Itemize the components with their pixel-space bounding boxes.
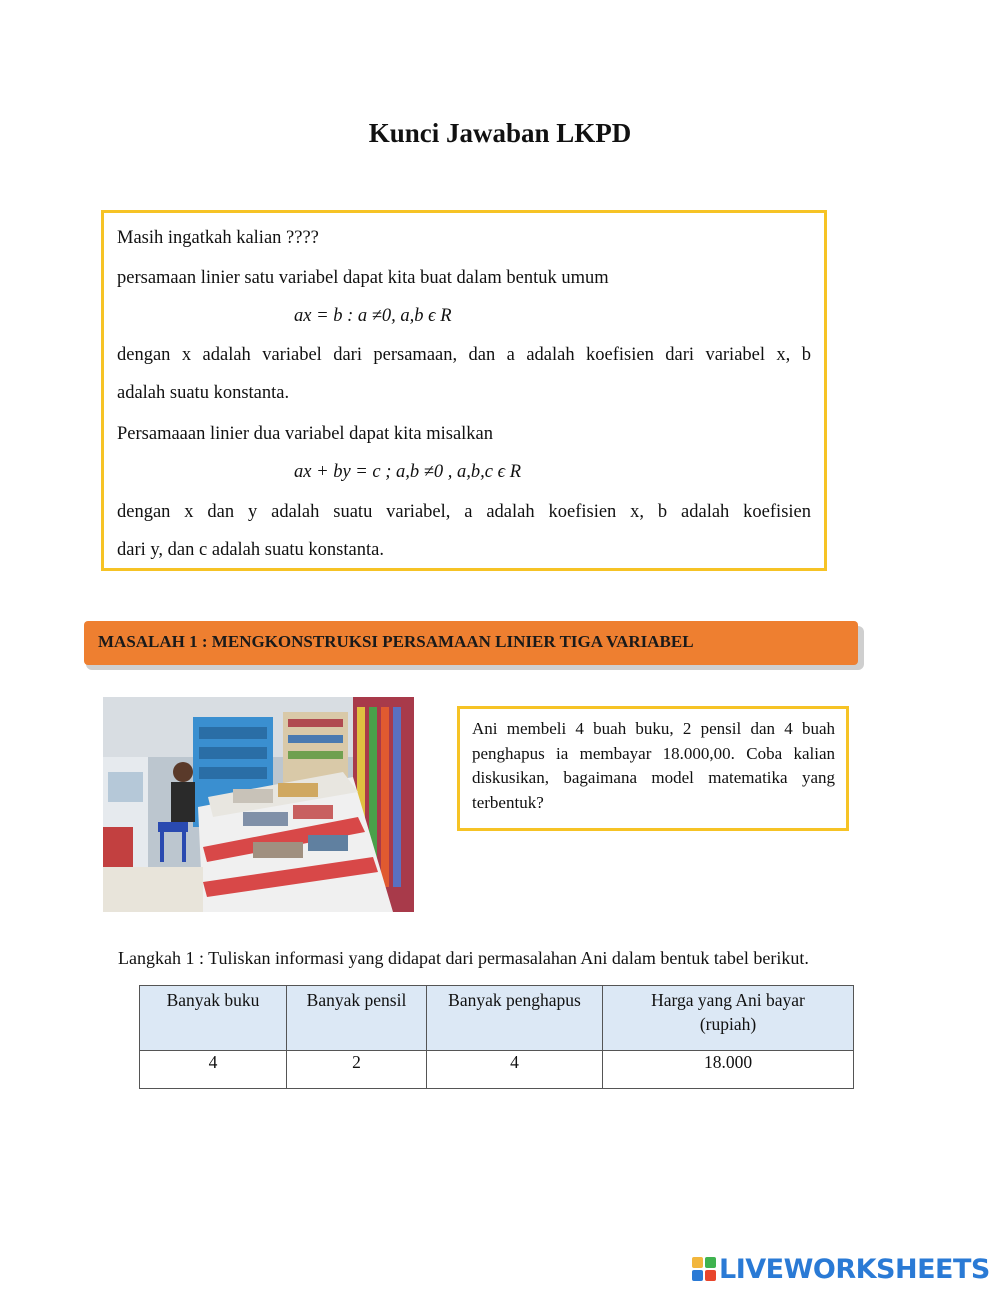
step-1-instruction: Langkah 1 : Tuliskan informasi yang didapat dari permasalahan Ani dalam bentuk tabel berikut.: [118, 948, 809, 968]
stationery-shop-photo: [103, 697, 414, 912]
stationery-shop-illustration: [103, 697, 414, 912]
intro-box: [101, 210, 827, 571]
intro-line-6: dengan x dan y adalah suatu variabel, a adalah koefisien x, b adalah koefisien: [117, 502, 811, 522]
banner-text: MASALAH 1 : MENGKONSTRUKSI PERSAMAAN LINIER TIGA VARIABEL: [98, 632, 694, 651]
problem-box: [457, 706, 849, 831]
table-row: [140, 1051, 854, 1089]
formula-linear-one-variable: ax = b : a ≠0, a,b ϵ R: [294, 306, 452, 326]
intro-line-4: adalah suatu konstanta.: [117, 383, 290, 403]
cell-harga: 18.000: [603, 1051, 854, 1089]
logo-text: LIVEWORKSHEETS: [719, 1253, 990, 1285]
problem-banner: [84, 621, 858, 665]
intro-line-7: dari y, dan c adalah suatu konstanta.: [117, 540, 384, 560]
header-harga: [603, 986, 854, 1051]
info-table: [139, 985, 854, 1089]
intro-line-3: dengan x adalah variabel dari persamaan, dan a adalah koefisien dari variabel x, b: [117, 345, 811, 365]
page-title: Kunci Jawaban LKPD: [368, 118, 632, 148]
intro-line-5: Persamaaan linier dua variabel dapat kita misalkan: [117, 424, 494, 444]
cell-banyak-pensil: 2: [287, 1051, 427, 1089]
liveworksheets-logo: [692, 1252, 990, 1286]
table-header-row: [140, 986, 854, 1051]
formula-linear-two-variable: ax + by = c ; a,b ≠0 , a,b,c ϵ R: [294, 462, 522, 482]
header-banyak-buku: Banyak buku: [140, 986, 287, 1051]
header-banyak-pensil: Banyak pensil: [287, 986, 427, 1051]
header-harga-text: Harga yang Ani bayar (rupiah): [651, 990, 805, 1034]
liveworksheets-logo-icon: [692, 1257, 716, 1281]
intro-line-1: Masih ingatkah kalian ????: [117, 228, 319, 248]
intro-line-2: persamaan linier satu variabel dapat kita buat dalam bentuk umum: [117, 268, 609, 288]
cell-banyak-buku: 4: [140, 1051, 287, 1089]
cell-banyak-penghapus: 4: [427, 1051, 603, 1089]
problem-text: Ani membeli 4 buah buku, 2 pensil dan 4 buah penghapus ia membayar 18.000,00. Coba kalian diskusikan, bagaimana model matematika yang terbentuk?: [472, 719, 835, 812]
header-banyak-penghapus: Banyak penghapus: [427, 986, 603, 1051]
